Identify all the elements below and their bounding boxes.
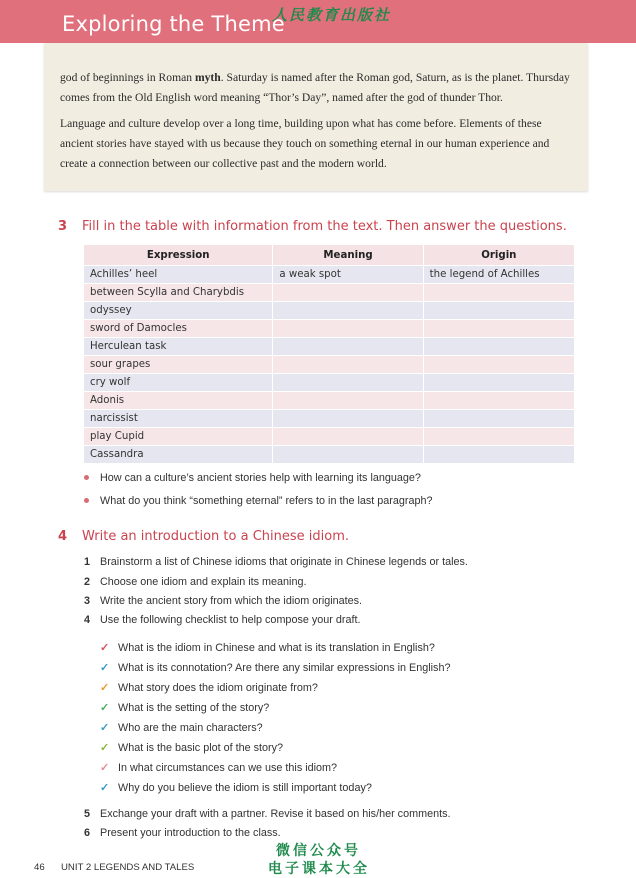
table-cell[interactable] bbox=[273, 392, 423, 410]
table-cell: Herculean task bbox=[84, 338, 273, 356]
table-row bbox=[84, 284, 575, 302]
table-row bbox=[84, 266, 575, 284]
table-header-expression: Expression bbox=[84, 245, 273, 266]
checklist-item: ✓ What is the idiom in Chinese and what is its translation in English? bbox=[100, 642, 435, 654]
checkmark-icon: ✓ bbox=[100, 782, 110, 794]
table-cell[interactable]: the legend of Achilles bbox=[423, 266, 574, 284]
table-cell[interactable] bbox=[423, 284, 574, 302]
question-bullet: What do you think “something eternal” refers to in the last paragraph? bbox=[84, 495, 432, 507]
checkmark-icon: ✓ bbox=[100, 702, 110, 714]
table-cell[interactable]: a weak spot bbox=[273, 266, 423, 284]
table-row bbox=[84, 320, 575, 338]
table-row bbox=[84, 428, 575, 446]
step-item: 2 Choose one idiom and explain its meaning. bbox=[84, 576, 307, 588]
question-4-instruction: Write an introduction to a Chinese idiom. bbox=[82, 529, 350, 544]
reading-paragraph-2: Language and culture develop over a long time, building upon what has come before. Elements of these ancient stories have stayed with us because they touch on something eternal in our human experience and create a connection between our collective past and the modern world. bbox=[60, 117, 550, 170]
page-number: 46 bbox=[34, 862, 45, 873]
table-cell: between Scylla and Charybdis bbox=[84, 284, 273, 302]
checklist-item: ✓ What story does the idiom originate from? bbox=[100, 682, 318, 694]
publisher-watermark: 人民教育出版社 bbox=[272, 6, 392, 24]
table-cell[interactable] bbox=[273, 338, 423, 356]
table-header-origin: Origin bbox=[423, 245, 574, 266]
question-3-instruction: Fill in the table with information from the text. Then answer the questions. bbox=[82, 219, 567, 234]
checkmark-icon: ✓ bbox=[100, 642, 110, 654]
checklist-item: ✓ Who are the main characters? bbox=[100, 722, 263, 734]
checklist-item: ✓ What is the setting of the story? bbox=[100, 702, 270, 714]
table-cell[interactable] bbox=[273, 284, 423, 302]
unit-label: UNIT 2 LEGENDS AND TALES bbox=[61, 862, 195, 873]
table-cell[interactable] bbox=[423, 302, 574, 320]
table-cell[interactable] bbox=[423, 320, 574, 338]
table-cell: Adonis bbox=[84, 392, 273, 410]
step-item: 5 Exchange your draft with a partner. Revise it based on his/her comments. bbox=[84, 808, 451, 820]
table-cell: narcissist bbox=[84, 410, 273, 428]
table-cell[interactable] bbox=[423, 356, 574, 374]
table-cell: sour grapes bbox=[84, 356, 273, 374]
table-row bbox=[84, 374, 575, 392]
table-header-meaning: Meaning bbox=[273, 245, 423, 266]
checkmark-icon: ✓ bbox=[100, 682, 110, 694]
question-4-number: 4 bbox=[58, 529, 68, 544]
section-header bbox=[0, 0, 636, 43]
table-cell: sword of Damocles bbox=[84, 320, 273, 338]
table-cell: cry wolf bbox=[84, 374, 273, 392]
table-cell[interactable] bbox=[273, 374, 423, 392]
table-cell[interactable] bbox=[273, 428, 423, 446]
checklist-item: ✓ In what circumstances can we use this idiom? bbox=[100, 762, 338, 774]
bullet-dot-icon bbox=[84, 498, 89, 503]
section-title: Exploring the Theme bbox=[62, 12, 285, 36]
table-cell[interactable] bbox=[423, 446, 574, 464]
table-row bbox=[84, 410, 575, 428]
table-cell: odyssey bbox=[84, 302, 273, 320]
checkmark-icon: ✓ bbox=[100, 762, 110, 774]
table-row bbox=[84, 356, 575, 374]
table-cell[interactable] bbox=[273, 446, 423, 464]
reading-paragraph-1: god of beginnings in Roman myth. Saturday is named after the Roman god, Saturn, as is the planet. Thursday comes from the Old English word meaning “Thor’s Day”, named after the god of thunder Thor. bbox=[60, 71, 570, 104]
question-3-number: 3 bbox=[58, 219, 68, 234]
step-item: 3 Write the ancient story from which the idiom originates. bbox=[84, 595, 363, 607]
question-bullet: How can a culture’s ancient stories help with learning its language? bbox=[84, 472, 421, 484]
checkmark-icon: ✓ bbox=[100, 742, 110, 754]
table-cell[interactable] bbox=[273, 410, 423, 428]
wechat-watermark-line-1: 微信公众号 bbox=[276, 843, 361, 859]
table-cell[interactable] bbox=[273, 356, 423, 374]
checkmark-icon: ✓ bbox=[100, 662, 110, 674]
table-cell[interactable] bbox=[423, 374, 574, 392]
expressions-table bbox=[84, 245, 575, 463]
reading-passage bbox=[44, 43, 588, 191]
table-cell[interactable] bbox=[273, 302, 423, 320]
bullet-dot-icon bbox=[84, 475, 89, 480]
checklist-item: ✓ What is the basic plot of the story? bbox=[100, 742, 284, 754]
table-cell: Cassandra bbox=[84, 446, 273, 464]
step-item: 1 Brainstorm a list of Chinese idioms that originate in Chinese legends or tales. bbox=[84, 556, 468, 568]
checklist-item: ✓ Why do you believe the idiom is still important today? bbox=[100, 782, 372, 794]
bold-term: myth bbox=[194, 71, 221, 84]
table-cell: play Cupid bbox=[84, 428, 273, 446]
table-row bbox=[84, 392, 575, 410]
table-header-row bbox=[84, 245, 575, 266]
table-cell[interactable] bbox=[423, 428, 574, 446]
table-cell[interactable] bbox=[423, 392, 574, 410]
table-cell[interactable] bbox=[273, 320, 423, 338]
wechat-watermark-line-2: 电子课本大全 bbox=[268, 861, 370, 877]
table-cell[interactable] bbox=[423, 338, 574, 356]
step-item: 4 Use the following checklist to help compose your draft. bbox=[84, 614, 361, 626]
table-cell: Achilles’ heel bbox=[84, 266, 273, 284]
table-row bbox=[84, 302, 575, 320]
table-cell[interactable] bbox=[423, 410, 574, 428]
table-row bbox=[84, 338, 575, 356]
table-row bbox=[84, 446, 575, 464]
checkmark-icon: ✓ bbox=[100, 722, 110, 734]
checklist-item: ✓ What is its connotation? Are there any similar expressions in English? bbox=[100, 662, 451, 674]
step-item: 6 Present your introduction to the class. bbox=[84, 827, 281, 839]
